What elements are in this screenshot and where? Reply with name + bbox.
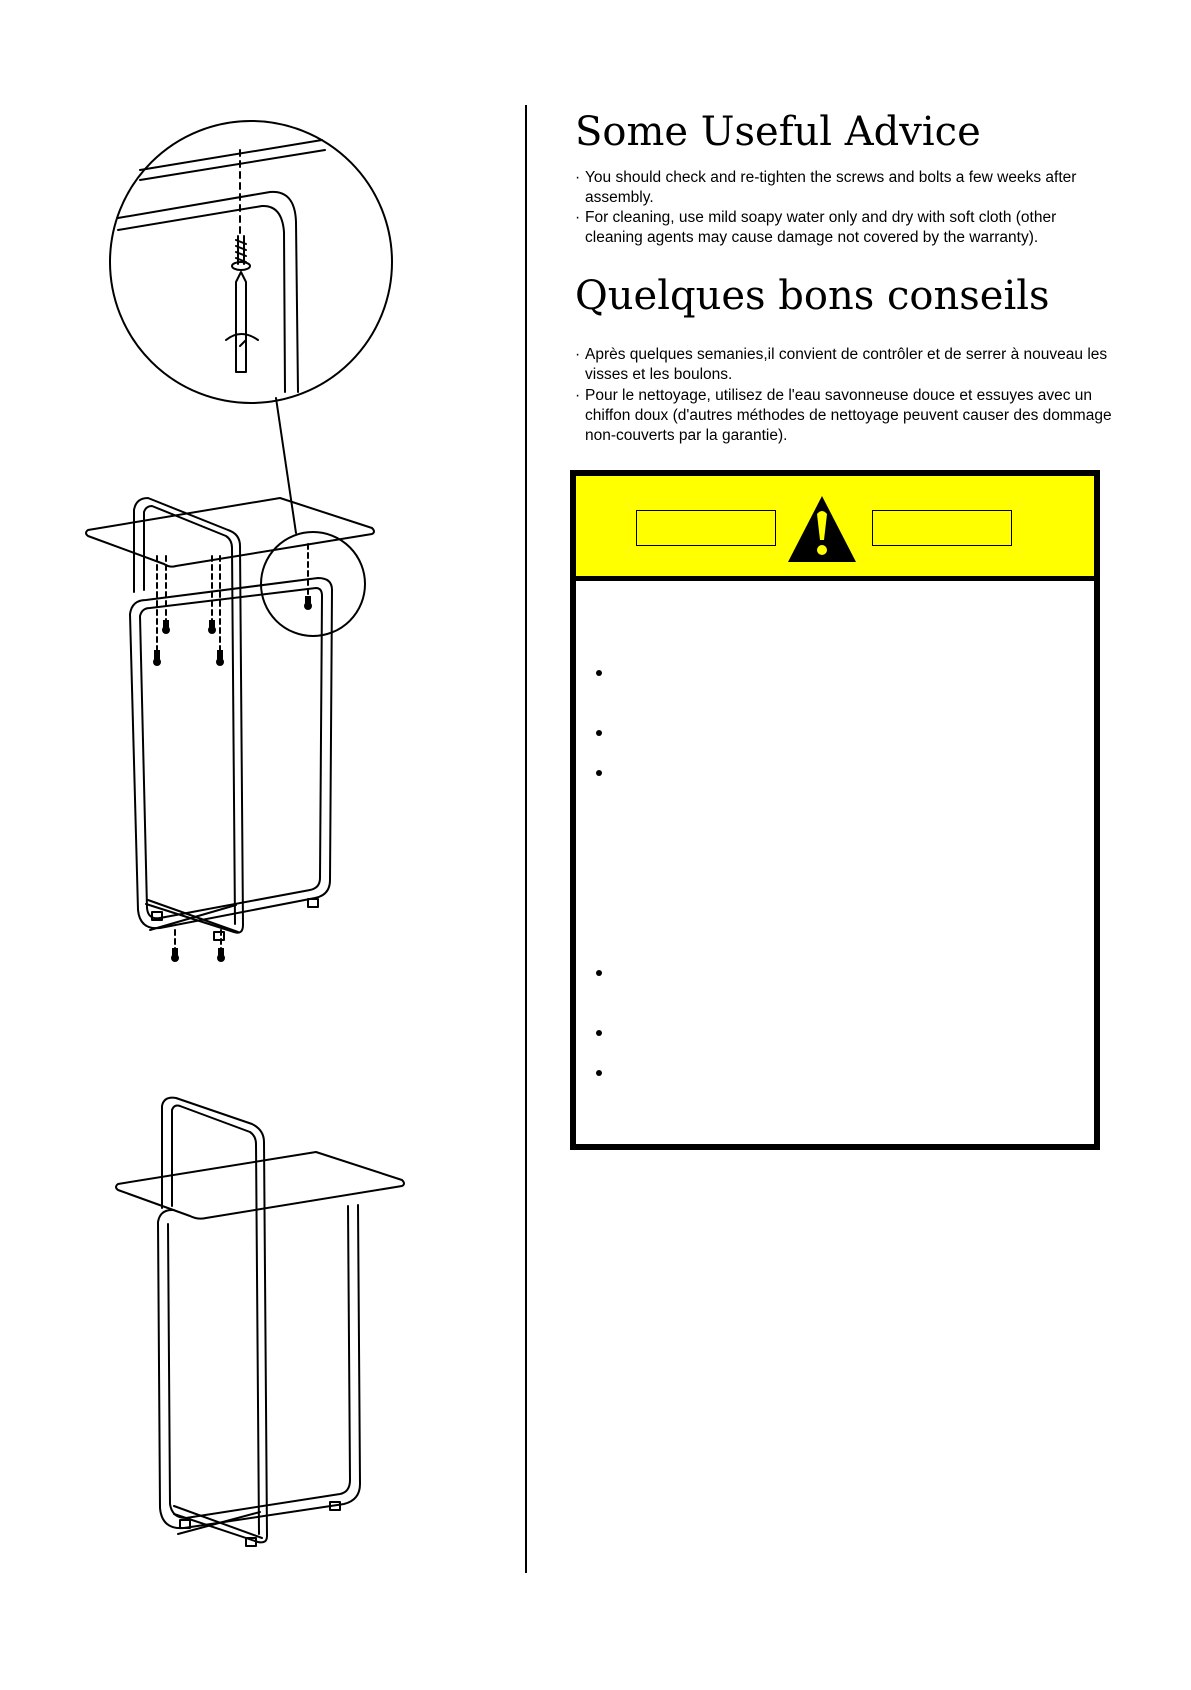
advice-list-en	[575, 168, 1115, 248]
warning-bullet	[596, 770, 602, 776]
advice-title-en: Some Useful Advice	[575, 109, 981, 155]
assembly-diagram-svg	[0, 0, 525, 1685]
advice-item-en-2: · For cleaning, use mild soapy water only and dry with soft cloth (other cleaning agents may cause damage not covered by the warranty).	[575, 208, 1115, 248]
warning-bullet	[596, 1030, 602, 1036]
warning-bullet	[596, 670, 602, 676]
advice-list-fr	[575, 345, 1115, 447]
warning-bullet	[596, 970, 602, 976]
detail-zoom-circle	[110, 121, 392, 403]
exploded-assembly	[86, 498, 374, 955]
warning-box	[570, 470, 1100, 1150]
advice-item-en-1: · You should check and re-tighten the screws and bolts a few weeks after assembly.	[575, 168, 1115, 208]
assembled-unit	[116, 1098, 404, 1546]
warning-bullet	[596, 1070, 602, 1076]
advice-item-fr-1: · Après quelques semanies,il convient de contrôler et de serrer à nouveau les visses et les boulons.	[575, 345, 1115, 385]
detail-connector-line	[276, 398, 296, 533]
column-divider	[525, 105, 527, 1573]
advice-item-fr-2: · Pour le nettoyage, utilisez de l'eau savonneuse douce et essuyes avec un chiffon doux (d'autres méthodes de nettoyage peuvent causer des dommage non-couverts par la garantie).	[575, 386, 1115, 446]
assembly-illustrations	[0, 0, 525, 1685]
warning-bullet-list	[596, 476, 1056, 1144]
advice-title-fr: Quelques bons conseils	[575, 273, 1050, 319]
warning-bullet	[596, 730, 602, 736]
